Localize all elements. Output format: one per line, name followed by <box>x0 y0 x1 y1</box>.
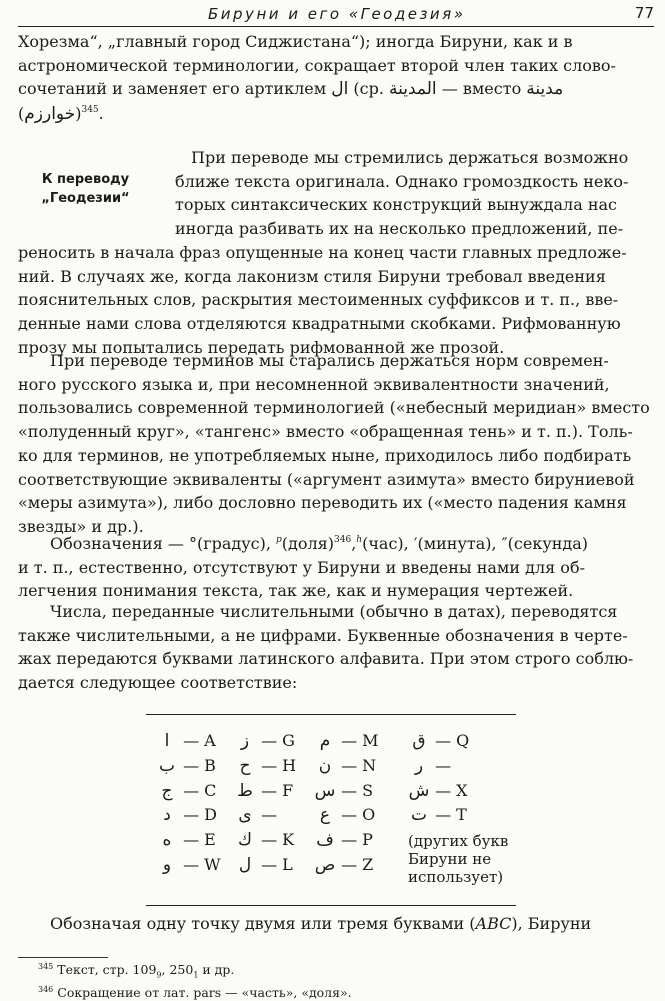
table-row: ب — B <box>158 755 216 776</box>
table-row: س — S <box>314 780 374 801</box>
letter-correspondence-table <box>146 714 516 906</box>
table-note <box>408 832 508 886</box>
paragraph-notation <box>18 532 654 603</box>
text-line: пояснительных слов, раскрытия местоименных суффиксов и т. п., вве- <box>18 290 619 310</box>
paragraph-translation-rest <box>18 241 654 360</box>
footnote <box>38 984 352 1001</box>
text-fragment: — вместо <box>436 79 527 99</box>
paragraph-continuation <box>18 30 654 127</box>
table-column-4 <box>408 729 508 886</box>
superscript-h: h <box>356 535 363 545</box>
text-line: При переводе терминов мы старались держаться норм современ- <box>50 351 609 370</box>
table-row: ل — L <box>238 854 293 875</box>
footnote-ref: 345 <box>81 105 99 116</box>
footnote-text: Текст, стр. 109 <box>57 962 157 977</box>
text-line: жах передаются буквами латинского алфавита. При этом строго соблю- <box>18 649 634 669</box>
footnote-ref: 346 <box>334 535 352 545</box>
text-line: При переводе мы стремились держаться возможно <box>191 148 629 167</box>
text-line: (خوارزم)$^{345}$. <box>18 104 104 125</box>
text-line: денные нами слова отделяются квадратными скобками. Рифмованную <box>18 314 621 334</box>
text-line: реносить в начала фраз опущенные на конец части главных предложе- <box>18 243 627 262</box>
table-row: ه — E <box>162 830 216 851</box>
text-line: ближе текста оригинала. Однако громоздкость неко- <box>175 171 629 191</box>
text-line <box>18 532 654 556</box>
table-row: ق — Q <box>412 731 470 751</box>
text-line: ного русского языка и, при несомненной эквивалентности значений, <box>18 374 610 394</box>
table-row: ع — O <box>319 805 376 826</box>
table-row: ز — G <box>240 731 295 751</box>
table-column-3 <box>314 729 379 878</box>
text-line: Хорезма“, „главный город Сиджистана“); иногда Бируни, как и в <box>18 32 573 51</box>
page-number: 77 <box>634 4 654 22</box>
table-row: ص — Z <box>314 854 374 875</box>
paragraph-letters <box>18 600 654 695</box>
text-line <box>18 77 654 102</box>
text-line: торых синтаксических конструкций вынуждала нас <box>175 195 618 215</box>
text-fragment: (час), ′(минута), ″(секунда) <box>362 534 589 553</box>
text-line: прозу мы попытались передать рифмованной же прозой. <box>18 337 505 357</box>
text-line: дается следующее соответствие: <box>18 673 298 693</box>
table-row: ا — A <box>164 731 216 751</box>
table-row: ش — X <box>408 780 468 801</box>
paragraph-terminology <box>18 349 654 539</box>
text-line: ко для терминов, не употребляемых ныне, приходилось либо подбирать <box>18 445 632 465</box>
text-line: иногда разбивать их на несколько предложений, пе- <box>175 219 624 239</box>
text-line: также числительными, а не цифрами. Буквенные обозначения в черте- <box>18 625 628 645</box>
table-row: ن — N <box>318 755 377 776</box>
text-line: «полуденный круг», «тангенс» вместо «обращенная тень» и т. п.). Толь- <box>18 422 633 442</box>
running-head <box>18 4 654 27</box>
sidenote-line: „Геодезии“ <box>41 191 130 206</box>
paragraph-translation-wrap <box>175 146 654 241</box>
table-note-line: использует) <box>408 868 504 887</box>
footnote: $^{345}$ Текст, стр. $109_9$, $250_1$ и др. <box>38 962 235 980</box>
text-line: легчения понимания текста, так же, как и нумерация чертежей. <box>18 581 574 601</box>
table-row: م — M <box>319 731 379 751</box>
footnotes <box>38 961 352 1001</box>
table-column-2 <box>234 729 296 878</box>
table-row: ى — <box>238 805 278 826</box>
text-line <box>18 912 654 936</box>
text-line: пользовались современной терминологией («небесный меридиан» вместо <box>18 398 650 418</box>
table-row: ك — K <box>237 830 295 851</box>
text-line: звезды» и др.). <box>18 516 144 536</box>
table-note-line: (других букв <box>408 832 509 851</box>
text-line: ний. В случаях же, когда лаконизм стиля Бируни требовал введения <box>18 266 606 286</box>
sidenote-line: К переводу <box>41 172 130 187</box>
footnote-number: 345 <box>38 962 54 971</box>
text-line: соответствующие эквиваленты («аргумент азимута» вместо бируниевой <box>18 469 635 489</box>
arabic-word: المدينة <box>389 79 437 100</box>
arabic-word: مدينة <box>526 79 564 100</box>
text-fragment: сочетаний и заменяет его артиклем <box>18 79 332 99</box>
footnote-rule <box>18 957 108 958</box>
running-title: Бируни и его «Геодезия» <box>208 5 466 23</box>
table-row: د — D <box>163 805 218 826</box>
table-row: ر — <box>414 755 452 776</box>
text-fragment: Обозначения — °(градус), <box>50 534 276 553</box>
table-row: ت — T <box>410 805 467 826</box>
text-fragment: (доля) <box>281 534 334 553</box>
text-fragment: (ср. <box>348 79 390 99</box>
footnote-text: Сокращение от лат. pars — «часть», «доля». <box>57 984 352 1000</box>
text-fragment: Обозначая одну точку двумя или тремя буквами ( <box>50 914 476 933</box>
table-row: و — W <box>162 854 221 875</box>
section-sidenote <box>18 170 153 208</box>
table-row: ج — C <box>161 780 217 801</box>
book-page <box>18 0 654 1000</box>
table-column-1 <box>156 729 221 878</box>
text-fragment: ), Бируни <box>511 914 592 933</box>
paragraph-points <box>18 912 654 936</box>
arabic-word: خوارزم <box>24 104 76 125</box>
footnote-number: 346 <box>38 984 54 994</box>
table-row: ح — H <box>239 755 297 776</box>
table-note-line: Бируни не <box>408 850 492 869</box>
text-line: и т. п., естественно, отсутствуют у Бируни и введены нами для об- <box>18 557 585 577</box>
superscript-p: p <box>276 535 282 545</box>
text-fragment: , <box>351 534 357 553</box>
text-fragment: . <box>98 104 104 124</box>
text-line: «меры азимута»), либо дословно переводить их («место падения камня <box>18 493 627 513</box>
text-line: астрономической терминологии, сокращает второй член таких слово- <box>18 55 616 75</box>
table-row: ف — P <box>316 830 373 851</box>
text-fragment: ABC <box>475 914 512 933</box>
arabic-article: ال <box>331 79 349 100</box>
text-line: Числа, переданные числительными (обычно в датах), переводятся <box>50 602 618 621</box>
table-row: ط — F <box>237 780 294 801</box>
